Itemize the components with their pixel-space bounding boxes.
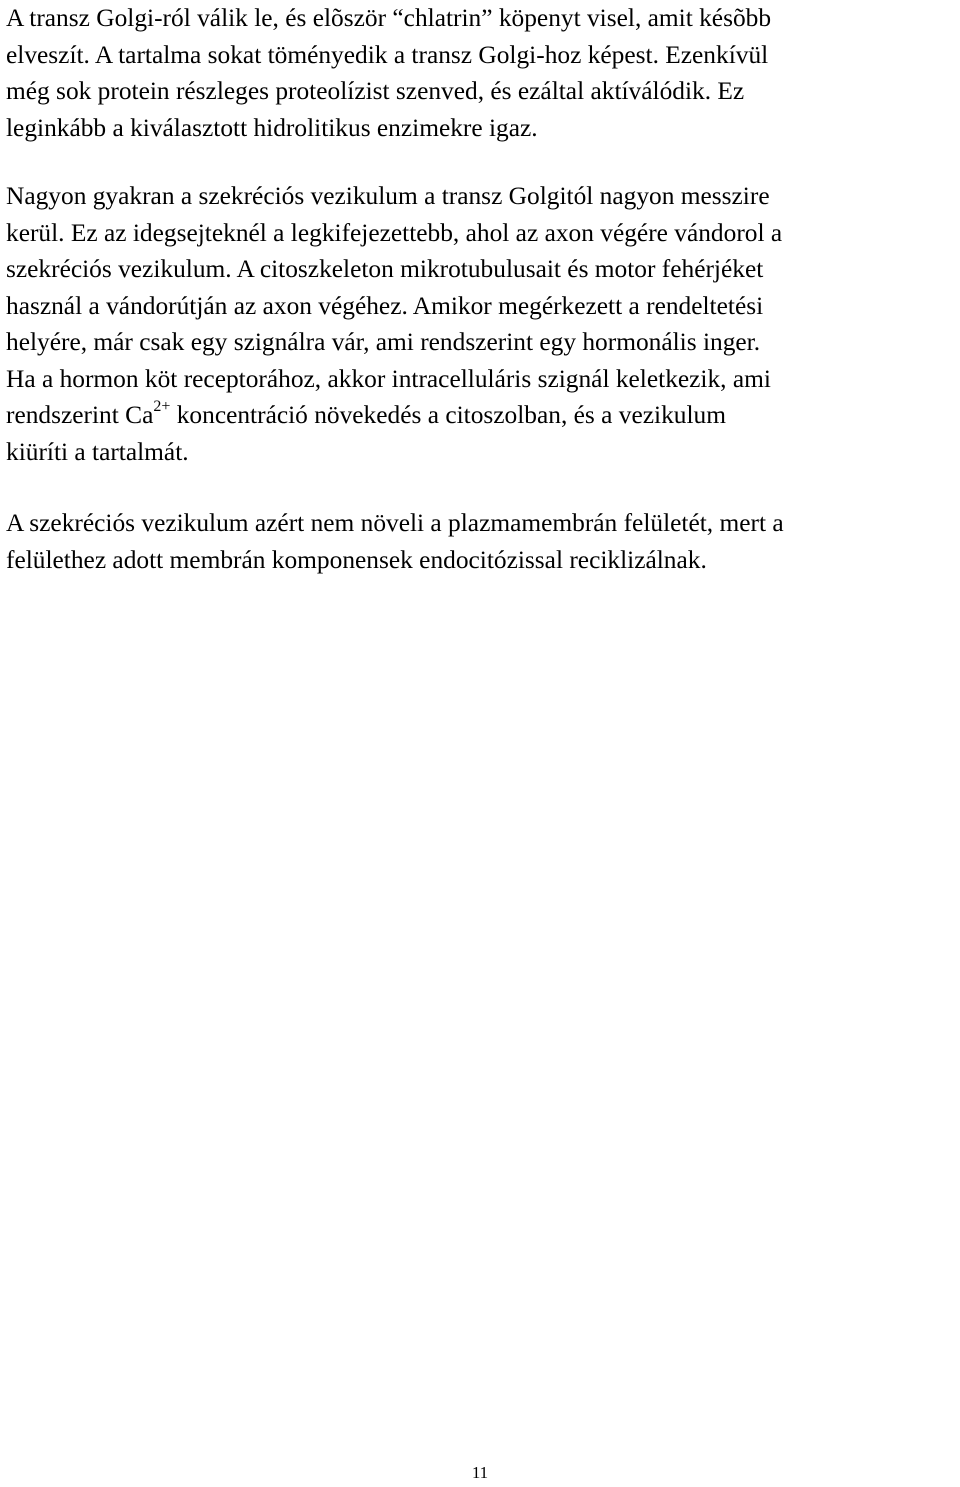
paragraph-text-part1: Nagyon gyakran a szekréciós vezikulum a transz Golgitól nagyon messzire kerül. Ez az idegsejteknél a legkifejezettebb, ahol az axon végére vándorol a szekréciós vezikulum. A citoszkeleton mikrotubulusait és motor fehérjéket használ a vándorútján az axon végéhez. Amikor megérkezett a rendeltetési helyére, már csak egy szignálra vár, ami rendszerint egy hormonális inger. Ha a hormon köt receptorához, akkor intracelluláris szignál keletkezik, ami rendszerint Ca — [6, 182, 783, 429]
paragraph-text-part2: koncentráció növekedés a citoszolban, és a vezikulum kiüríti a tartalmát. — [6, 401, 726, 466]
page-number: 11 — [471, 1463, 489, 1482]
paragraph-membrane-recycling: A szekréciós vezikulum azért nem növeli a plazmamembrán felületét, mert a felülethez adott membrán komponensek endocitózissal reciklizálnak. — [6, 509, 784, 574]
paragraph-secretory-vesicle-transport — [6, 178, 782, 470]
calcium-charge-superscript: 2+ — [153, 397, 171, 415]
paragraph-golgi-vesicle: A transz Golgi-ról válik le, és elõször “chlatrin” köpenyt visel, amit késõbb elveszít. A tartalma sokat töményedik a transz Golgi-hoz képest. Ezenkívül még sok protein részleges proteolízist szenved, és ezáltal aktíválódik. Ez leginkább a kiválasztott hidrolitikus enzimekre igaz. — [6, 4, 772, 142]
